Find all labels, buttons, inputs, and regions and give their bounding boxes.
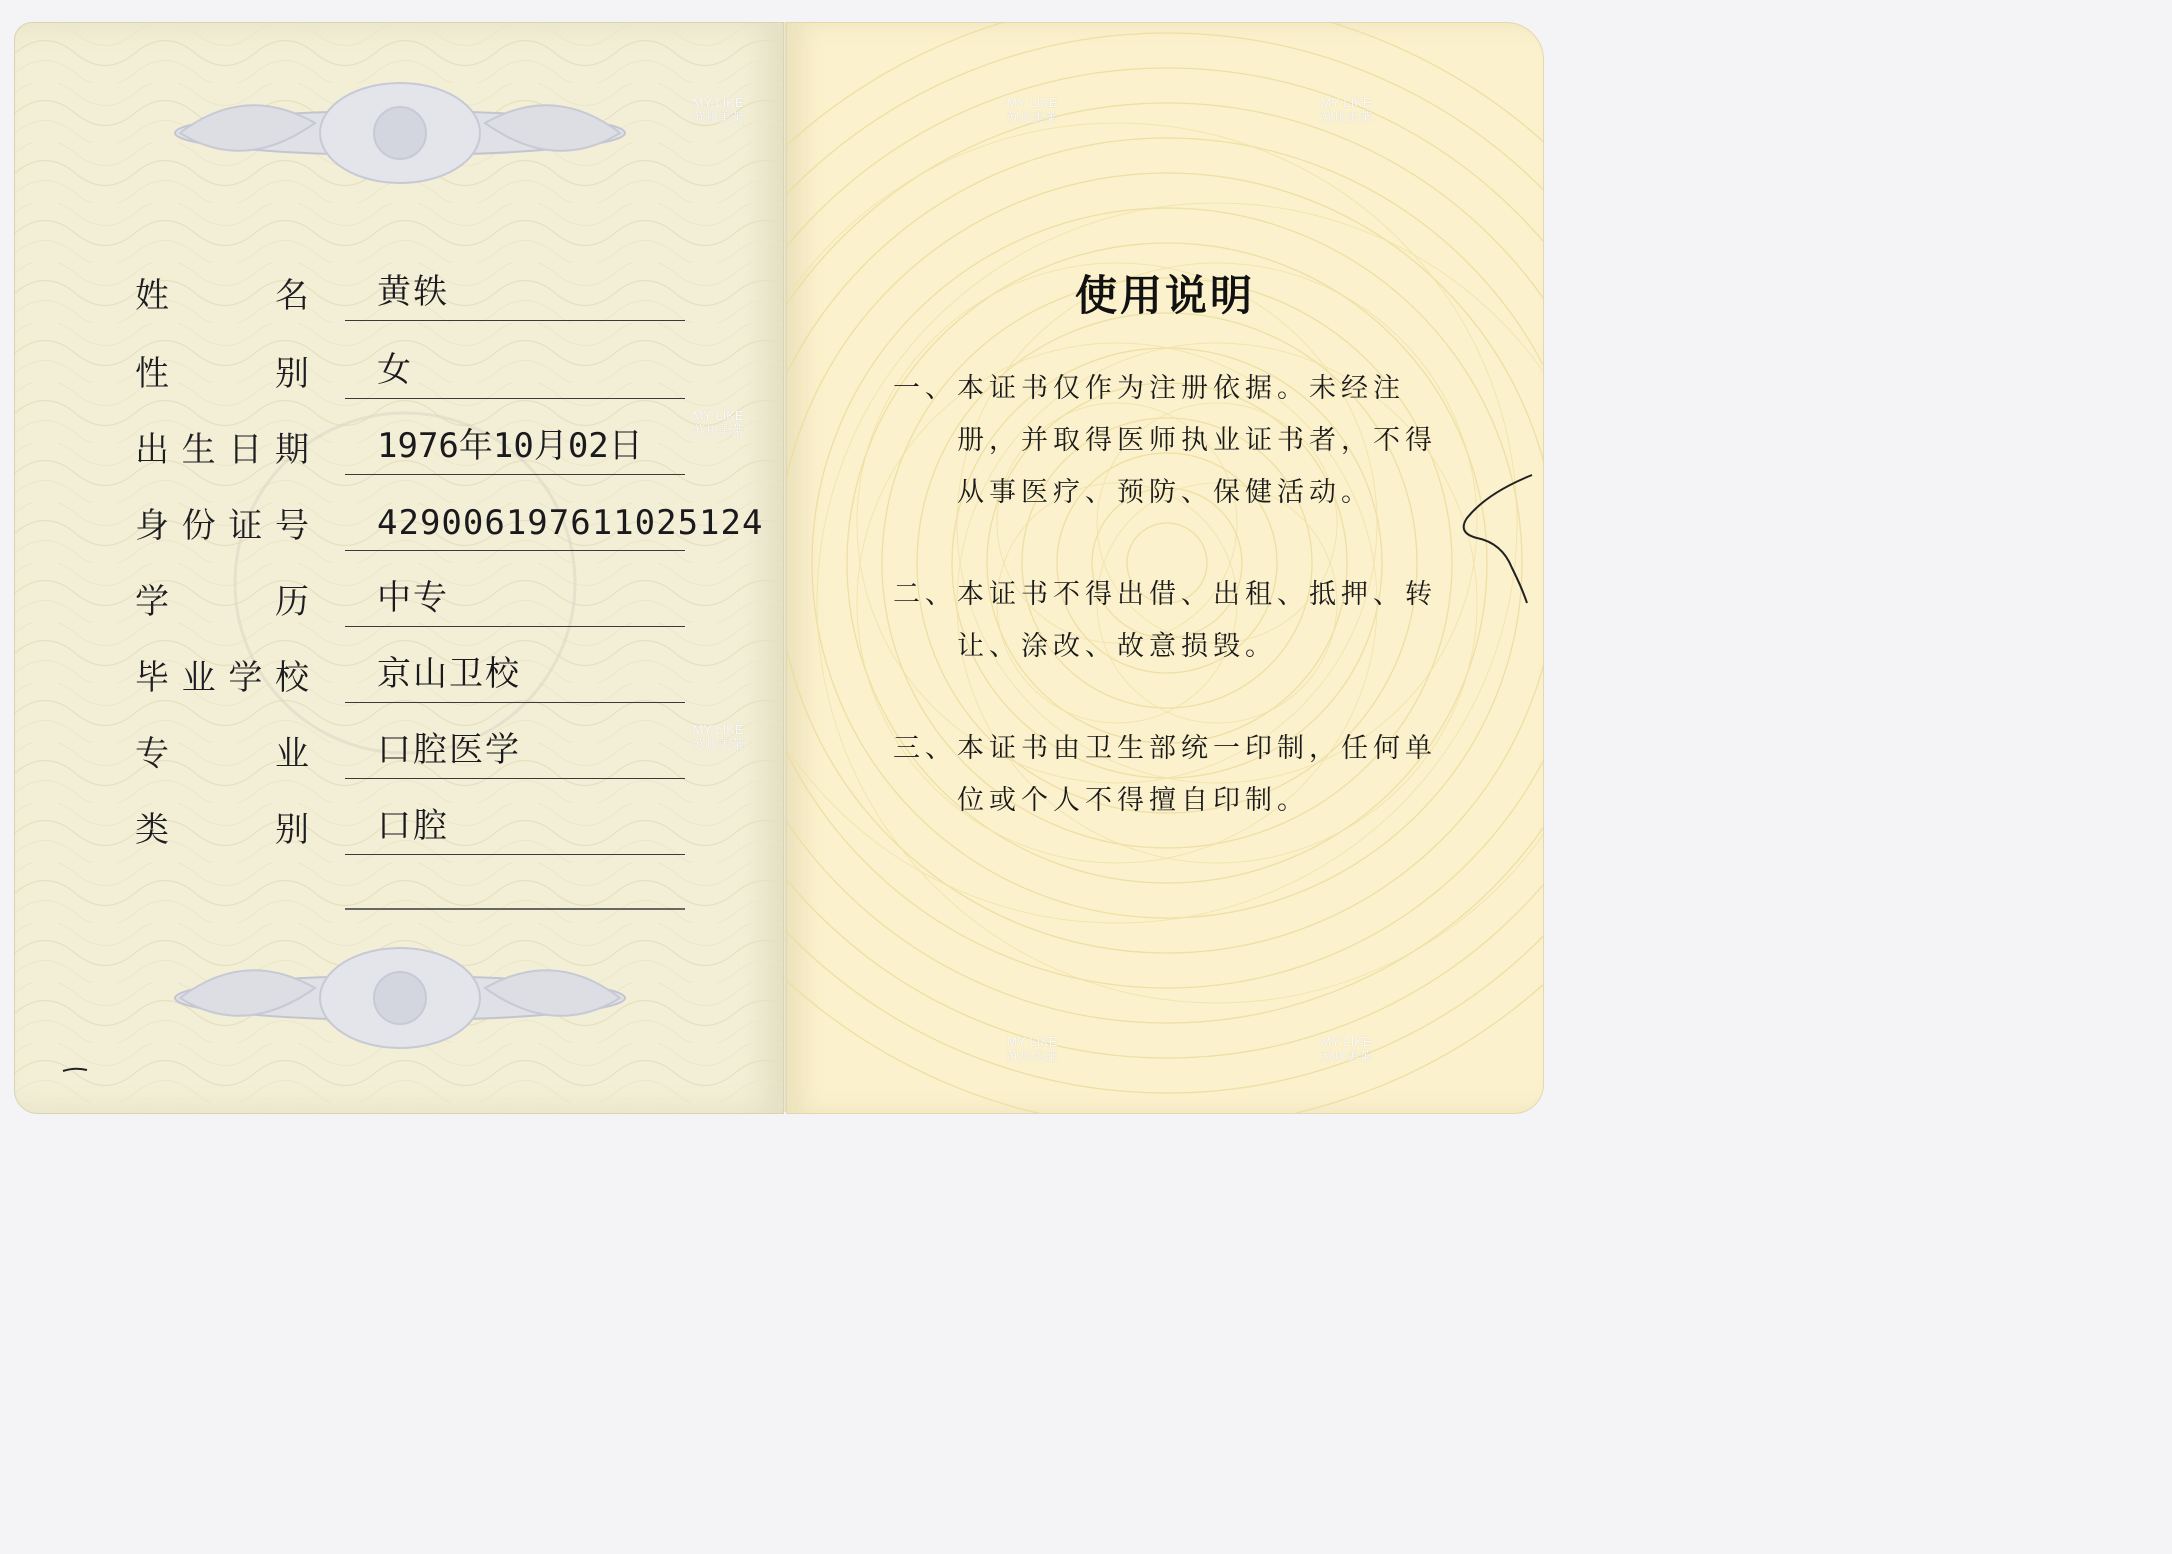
field-row-birthdate <box>15 399 783 475</box>
watermark-brand: MY LIKE <box>1320 95 1372 110</box>
field-row-gender <box>15 323 783 399</box>
field-label-education: 学历 <box>135 582 311 622</box>
watermark <box>1006 95 1058 125</box>
field-underline <box>345 854 685 855</box>
field-label-name: 姓名 <box>135 276 311 316</box>
watermark <box>1006 1034 1058 1064</box>
instructions-title: 使用说明 <box>1074 271 1255 320</box>
watermark-city: 苏州美莱 <box>1320 1049 1373 1064</box>
watermark-brand: MY LIKE <box>692 408 744 423</box>
instruction-item-1 <box>893 363 1453 519</box>
field-value-major: 口腔医学 <box>377 730 521 770</box>
field-label-birthdate: 出生日期 <box>135 430 311 470</box>
field-row-name <box>15 245 783 321</box>
watermark-city: 苏州美莱 <box>1006 110 1059 125</box>
field-value-education: 中专 <box>377 578 449 618</box>
watermark-brand: MY LIKE <box>1320 1034 1372 1049</box>
field-label-category: 类别 <box>135 810 311 850</box>
watermark <box>1320 1034 1372 1064</box>
right-page-guilloche-pattern <box>787 23 1543 1113</box>
watermark-city: 苏州美莱 <box>692 110 745 125</box>
field-value-birthdate: 1976年10月02日 <box>377 426 643 466</box>
field-label-gender: 性别 <box>135 354 311 394</box>
watermark-city: 苏州美莱 <box>692 737 745 752</box>
instruction-number: 二、 <box>893 579 957 610</box>
field-label-id-number: 身份证号 <box>135 506 311 546</box>
field-value-gender: 女 <box>377 350 413 390</box>
field-row-education <box>15 551 783 627</box>
field-row-id-number <box>15 475 783 551</box>
watermark-brand: MY LIKE <box>692 722 744 737</box>
field-label-school: 毕业学校 <box>135 658 311 698</box>
watermark-city: 苏州美莱 <box>1006 1049 1059 1064</box>
watermark <box>692 408 744 438</box>
right-page <box>786 22 1544 1114</box>
field-row-school <box>15 627 783 703</box>
watermark-brand: MY LIKE <box>692 95 744 110</box>
instruction-text: 本证书不得出借、出租、抵押、转让、涂改、故意损毁。 <box>957 579 1437 662</box>
instruction-item-2 <box>893 569 1453 673</box>
field-label-major: 专业 <box>135 734 311 774</box>
watermark-brand: MY LIKE <box>1006 95 1058 110</box>
watermark-city: 苏州美莱 <box>1320 110 1373 125</box>
instruction-text: 本证书仅作为注册依据。未经注册，并取得医师执业证书者，不得从事医疗、预防、保健活动。 <box>957 373 1437 508</box>
field-value-name: 黄轶 <box>377 272 449 312</box>
field-value-id-number: 429006197611025124 <box>377 503 764 543</box>
watermark-city: 苏州美莱 <box>692 423 745 438</box>
field-row-category <box>15 779 783 855</box>
watermark <box>692 95 744 125</box>
instruction-number: 一、 <box>893 373 957 404</box>
instruction-text: 本证书由卫生部统一印制，任何单位或个人不得擅自印制。 <box>957 733 1437 816</box>
watermark <box>692 722 744 752</box>
field-value-category: 口腔 <box>377 806 449 846</box>
instruction-item-3 <box>893 723 1453 827</box>
watermark-brand: MY LIKE <box>1006 1034 1058 1049</box>
field-row-major <box>15 703 783 779</box>
left-page <box>14 22 784 1114</box>
field-value-school: 京山卫校 <box>377 654 521 694</box>
instruction-number: 三、 <box>893 733 957 764</box>
field-underline <box>345 320 685 321</box>
watermark <box>1320 95 1372 125</box>
